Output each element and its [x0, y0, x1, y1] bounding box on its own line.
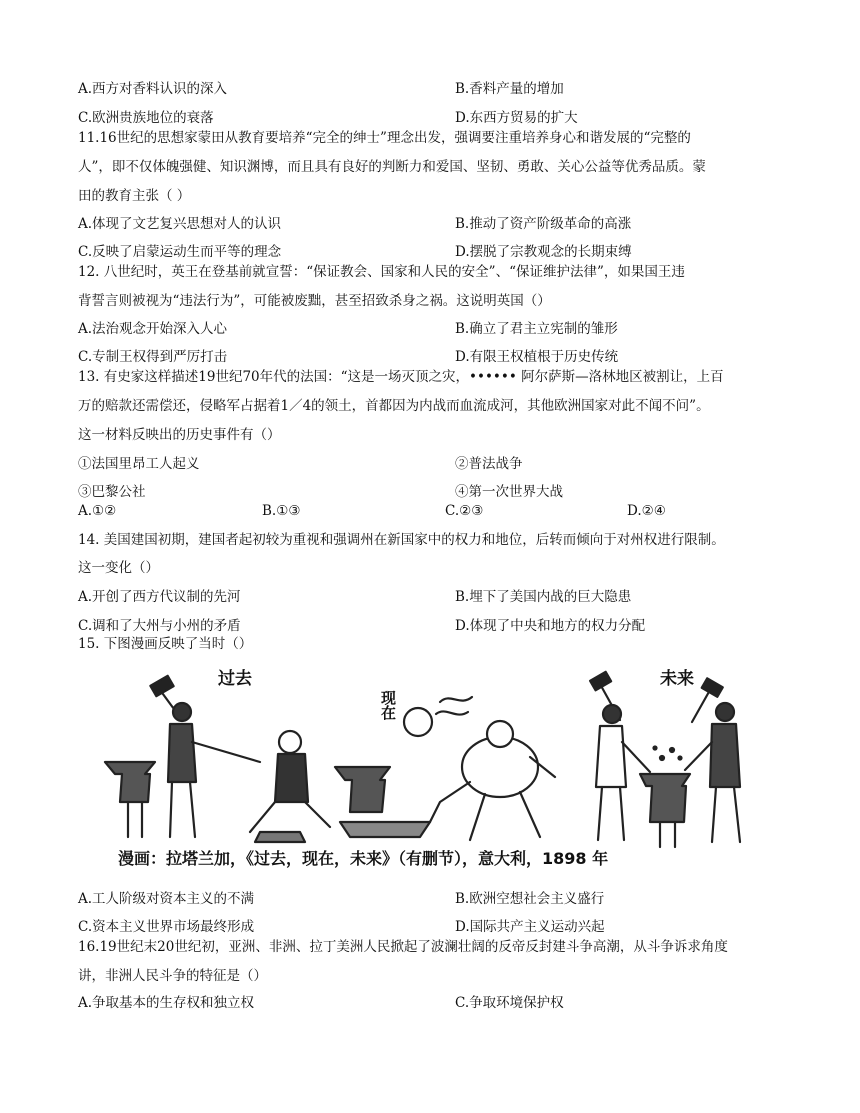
q13-item-4: ④第一次世界大战: [455, 484, 563, 500]
cartoon-caption: 漫画：拉塔兰加，《过去，现在，未来》（有删节），意大利，1898 年: [118, 849, 609, 868]
cartoon-label-present: 现在: [379, 690, 397, 720]
q14-option-a: A.开创了西方代议制的先河: [78, 589, 241, 605]
q12-stem-line2: 背誓言则被视为“违法行为”，可能被废黜，甚至招致杀身之祸。这说明英国（）: [78, 293, 551, 309]
q15-stem: 15. 下图漫画反映了当时（）: [78, 636, 253, 652]
cartoon-image: [100, 662, 768, 868]
q10-option-a: A.西方对香料认识的深入: [78, 81, 228, 97]
cartoon-panel-present: [335, 697, 555, 840]
q13-item-2: ②普法战争: [455, 456, 523, 472]
q13-stem-line1: 13. 有史家这样描述19世纪70年代的法国：“这是一场灭顶之灾，•••••• 阿尔萨斯—洛林地区被割让，上百: [78, 369, 724, 385]
q12-option-a: A.法治观念开始深入人心: [78, 321, 228, 337]
q13-item-3: ③巴黎公社: [78, 484, 146, 500]
q11-option-b: B.推动了资产阶级革命的高涨: [455, 216, 632, 232]
q13-item-1: ①法国里昂工人起义: [78, 456, 200, 472]
q13-stem-line2: 万的赔款还需偿还，侵略军占据着1／4的领土，首都因为内战而血流成河，其他欧洲国家对此不闻不问”。: [78, 398, 710, 414]
q14-option-b: B.埋下了美国内战的巨大隐患: [455, 589, 632, 605]
q13-option-b: B.①③: [262, 503, 301, 519]
q16-stem-line2: 讲，非洲人民斗争的特征是（）: [78, 968, 267, 984]
q11-option-d: D.摆脱了宗教观念的长期束缚: [455, 244, 632, 260]
q15-option-c: C.资本主义世界市场最终形成: [78, 919, 255, 935]
q13-stem-line3: 这一材料反映出的历史事件有（）: [78, 427, 281, 443]
q12-stem-line1: 12. 八世纪时，英王在登基前就宣誓：“保证教会、国家和人民的安全”、“保证维护法律”，如果国王违: [78, 264, 685, 280]
q15-option-d: D.国际共产主义运动兴起: [455, 919, 605, 935]
cartoon-panel-future: [590, 672, 740, 847]
q14-stem-line1: 14. 美国建国初期，建国者起初较为重视和强调州在新国家中的权力和地位，后转而倾向于对州权进行限制。: [78, 532, 725, 548]
q11-stem-line3: 田的教育主张（ ）: [78, 188, 191, 204]
q16-option-a: A.争取基本的生存权和独立权: [78, 995, 255, 1011]
cartoon-panel-past: [105, 676, 330, 842]
q13-option-a: A.①②: [78, 503, 117, 519]
q16-option-c: C.争取环境保护权: [455, 995, 564, 1011]
q10-option-c: C.欧洲贵族地位的衰落: [78, 110, 214, 126]
q10-option-b: B.香料产量的增加: [455, 81, 564, 97]
q15-option-a: A.工人阶级对资本主义的不满: [78, 891, 255, 907]
q11-stem-line1: 11.16世纪的思想家蒙田从教育要培养“完全的绅士”理念出发，强调要注重培养身心和谐发展的“完整的: [78, 130, 691, 146]
q11-stem-line2: 人”，即不仅体魄强健、知识渊博，而且具有良好的判断力和爱国、坚韧、勇敢、关心公益等优秀品质。蒙: [78, 159, 706, 175]
cartoon-label-future: 未来: [660, 669, 694, 689]
cartoon-label-past: 过去: [218, 669, 252, 689]
q12-option-b: B.确立了君主立宪制的雏形: [455, 321, 618, 337]
q11-option-c: C.反映了启蒙运动生而平等的理念: [78, 244, 282, 260]
q16-stem-line1: 16.19世纪末20世纪初，亚洲、非洲、拉丁美洲人民掀起了波澜壮阔的反帝反封建斗争高潮，从斗争诉求角度: [78, 939, 728, 955]
q14-option-c: C.调和了大州与小州的矛盾: [78, 618, 241, 634]
q13-option-c: C.②③: [445, 503, 484, 519]
q11-option-a: A.体现了文艺复兴思想对人的认识: [78, 216, 282, 232]
q10-option-d: D.东西方贸易的扩大: [455, 110, 578, 126]
q14-stem-line2: 这一变化（）: [78, 560, 159, 576]
q12-option-d: D.有限王权植根于历史传统: [455, 349, 619, 365]
q14-option-d: D.体现了中央和地方的权力分配: [455, 618, 646, 634]
q12-option-c: C.专制王权得到严厉打击: [78, 349, 228, 365]
q13-option-d: D.②④: [627, 503, 666, 519]
q15-option-b: B.欧洲空想社会主义盛行: [455, 891, 605, 907]
